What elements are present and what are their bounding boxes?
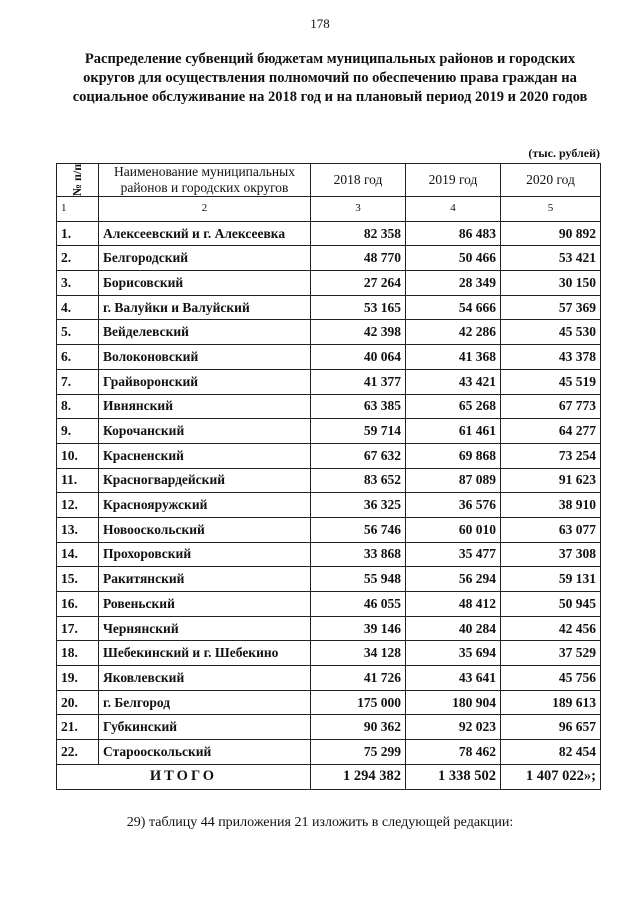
row-value-2018: 53 165	[311, 295, 406, 320]
row-number: 9.	[57, 419, 99, 444]
row-name: Белгородский	[99, 246, 311, 271]
row-value-2019: 87 089	[406, 468, 501, 493]
row-name: Ровеньский	[99, 592, 311, 617]
row-number: 15.	[57, 567, 99, 592]
row-value-2018: 33 868	[311, 542, 406, 567]
subvention-table	[56, 163, 601, 790]
row-value-2018: 67 632	[311, 443, 406, 468]
row-name: Вейделевский	[99, 320, 311, 345]
row-name: Красненский	[99, 443, 311, 468]
table-row	[57, 567, 601, 592]
row-number: 6.	[57, 345, 99, 370]
row-name: Чернянский	[99, 616, 311, 641]
row-number: 5.	[57, 320, 99, 345]
row-number: 4.	[57, 295, 99, 320]
row-name: г. Валуйки и Валуйский	[99, 295, 311, 320]
column-index: 2	[99, 197, 311, 222]
row-name: Красногвардейский	[99, 468, 311, 493]
row-value-2018: 82 358	[311, 221, 406, 246]
row-name: Шебекинский и г. Шебекино	[99, 641, 311, 666]
header-2018: 2018 год	[311, 164, 406, 197]
row-value-2019: 60 010	[406, 517, 501, 542]
table-row	[57, 246, 601, 271]
row-value-2019: 41 368	[406, 345, 501, 370]
row-value-2018: 63 385	[311, 394, 406, 419]
column-index-row	[57, 197, 601, 222]
row-value-2019: 65 268	[406, 394, 501, 419]
row-number: 1.	[57, 221, 99, 246]
row-value-2020: 57 369	[501, 295, 601, 320]
row-value-2019: 48 412	[406, 592, 501, 617]
row-number: 16.	[57, 592, 99, 617]
column-index: 5	[501, 197, 601, 222]
row-number: 8.	[57, 394, 99, 419]
row-number: 18.	[57, 641, 99, 666]
row-number: 19.	[57, 666, 99, 691]
table-row	[57, 641, 601, 666]
table-row	[57, 419, 601, 444]
table-row	[57, 715, 601, 740]
row-name: Краснояружский	[99, 493, 311, 518]
table-row	[57, 345, 601, 370]
row-value-2019: 54 666	[406, 295, 501, 320]
table-row	[57, 542, 601, 567]
row-name: Алексеевский и г. Алексеевка	[99, 221, 311, 246]
table-row	[57, 443, 601, 468]
table-row	[57, 517, 601, 542]
header-num	[57, 164, 99, 197]
footer-text: 29) таблицу 44 приложения 21 изложить в следующей редакции:	[126, 815, 514, 830]
row-value-2018: 175 000	[311, 690, 406, 715]
row-value-2020: 82 454	[501, 740, 601, 765]
total-2019: 1 338 502	[406, 764, 501, 789]
row-value-2019: 42 286	[406, 320, 501, 345]
table-row	[57, 271, 601, 296]
table-row	[57, 740, 601, 765]
table-row	[57, 369, 601, 394]
unit-label: (тыс. рублей)	[528, 146, 600, 160]
table-row	[57, 394, 601, 419]
row-value-2020: 96 657	[501, 715, 601, 740]
row-value-2020: 42 456	[501, 616, 601, 641]
row-name: Корочанский	[99, 419, 311, 444]
row-value-2018: 75 299	[311, 740, 406, 765]
header-2019: 2019 год	[406, 164, 501, 197]
total-row	[57, 764, 601, 789]
row-number: 12.	[57, 493, 99, 518]
document-title: Распределение субвенций бюджетам муниципальных районов и городских округов для осуществления полномочий по обеспечению права граждан на социальное обслуживание на 2018 год и на плановый период 2019 и 2020 годов	[72, 51, 588, 105]
total-2018: 1 294 382	[311, 764, 406, 789]
row-number: 13.	[57, 517, 99, 542]
row-value-2020: 37 529	[501, 641, 601, 666]
row-value-2020: 63 077	[501, 517, 601, 542]
table-row	[57, 592, 601, 617]
row-value-2020: 90 892	[501, 221, 601, 246]
row-value-2020: 45 530	[501, 320, 601, 345]
header-2020: 2020 год	[501, 164, 601, 197]
row-value-2019: 56 294	[406, 567, 501, 592]
table-row	[57, 468, 601, 493]
table-row	[57, 493, 601, 518]
row-number: 21.	[57, 715, 99, 740]
row-name: Ракитянский	[99, 567, 311, 592]
row-value-2019: 35 694	[406, 641, 501, 666]
row-value-2018: 39 146	[311, 616, 406, 641]
row-name: Старооскольский	[99, 740, 311, 765]
row-value-2019: 35 477	[406, 542, 501, 567]
row-value-2020: 59 131	[501, 567, 601, 592]
row-value-2020: 38 910	[501, 493, 601, 518]
row-value-2020: 64 277	[501, 419, 601, 444]
row-name: Волоконовский	[99, 345, 311, 370]
row-value-2018: 46 055	[311, 592, 406, 617]
header-num-label: № п/п	[70, 163, 85, 197]
row-value-2018: 55 948	[311, 567, 406, 592]
total-label: ИТОГО	[57, 764, 311, 789]
table-row	[57, 616, 601, 641]
row-number: 2.	[57, 246, 99, 271]
row-name: Губкинский	[99, 715, 311, 740]
row-number: 3.	[57, 271, 99, 296]
table-row	[57, 690, 601, 715]
row-value-2019: 69 868	[406, 443, 501, 468]
row-value-2019: 92 023	[406, 715, 501, 740]
table-body	[57, 221, 601, 764]
row-value-2018: 90 362	[311, 715, 406, 740]
table-row	[57, 221, 601, 246]
row-value-2019: 180 904	[406, 690, 501, 715]
table-row	[57, 295, 601, 320]
row-value-2020: 67 773	[501, 394, 601, 419]
row-number: 17.	[57, 616, 99, 641]
row-value-2018: 83 652	[311, 468, 406, 493]
row-value-2018: 56 746	[311, 517, 406, 542]
table-row	[57, 666, 601, 691]
row-value-2018: 48 770	[311, 246, 406, 271]
row-value-2020: 189 613	[501, 690, 601, 715]
row-name: Прохоровский	[99, 542, 311, 567]
page-number: 178	[310, 16, 330, 31]
row-value-2019: 28 349	[406, 271, 501, 296]
row-value-2020: 43 378	[501, 345, 601, 370]
total-2020: 1 407 022»;	[501, 764, 601, 789]
table-row	[57, 320, 601, 345]
row-value-2020: 45 519	[501, 369, 601, 394]
row-name: г. Белгород	[99, 690, 311, 715]
row-value-2019: 40 284	[406, 616, 501, 641]
row-number: 22.	[57, 740, 99, 765]
column-index: 1	[57, 197, 99, 222]
row-name: Грайворонский	[99, 369, 311, 394]
row-value-2018: 41 726	[311, 666, 406, 691]
row-value-2019: 78 462	[406, 740, 501, 765]
table-header-row	[57, 164, 601, 197]
row-value-2019: 86 483	[406, 221, 501, 246]
row-value-2020: 50 945	[501, 592, 601, 617]
row-number: 11.	[57, 468, 99, 493]
row-name: Яковлевский	[99, 666, 311, 691]
row-value-2020: 37 308	[501, 542, 601, 567]
row-name: Новооскольский	[99, 517, 311, 542]
column-index: 3	[311, 197, 406, 222]
row-value-2020: 45 756	[501, 666, 601, 691]
row-value-2018: 59 714	[311, 419, 406, 444]
header-name: Наименование муниципальных районов и городских округов	[99, 164, 311, 197]
row-value-2018: 27 264	[311, 271, 406, 296]
row-value-2019: 43 421	[406, 369, 501, 394]
row-value-2019: 50 466	[406, 246, 501, 271]
row-value-2019: 36 576	[406, 493, 501, 518]
row-value-2018: 34 128	[311, 641, 406, 666]
row-value-2020: 73 254	[501, 443, 601, 468]
row-value-2020: 53 421	[501, 246, 601, 271]
row-name: Борисовский	[99, 271, 311, 296]
row-value-2018: 41 377	[311, 369, 406, 394]
row-number: 20.	[57, 690, 99, 715]
column-index: 4	[406, 197, 501, 222]
row-name: Ивнянский	[99, 394, 311, 419]
row-value-2018: 36 325	[311, 493, 406, 518]
row-number: 14.	[57, 542, 99, 567]
row-value-2020: 30 150	[501, 271, 601, 296]
row-number: 7.	[57, 369, 99, 394]
row-value-2018: 42 398	[311, 320, 406, 345]
row-number: 10.	[57, 443, 99, 468]
row-value-2019: 61 461	[406, 419, 501, 444]
row-value-2018: 40 064	[311, 345, 406, 370]
row-value-2019: 43 641	[406, 666, 501, 691]
row-value-2020: 91 623	[501, 468, 601, 493]
